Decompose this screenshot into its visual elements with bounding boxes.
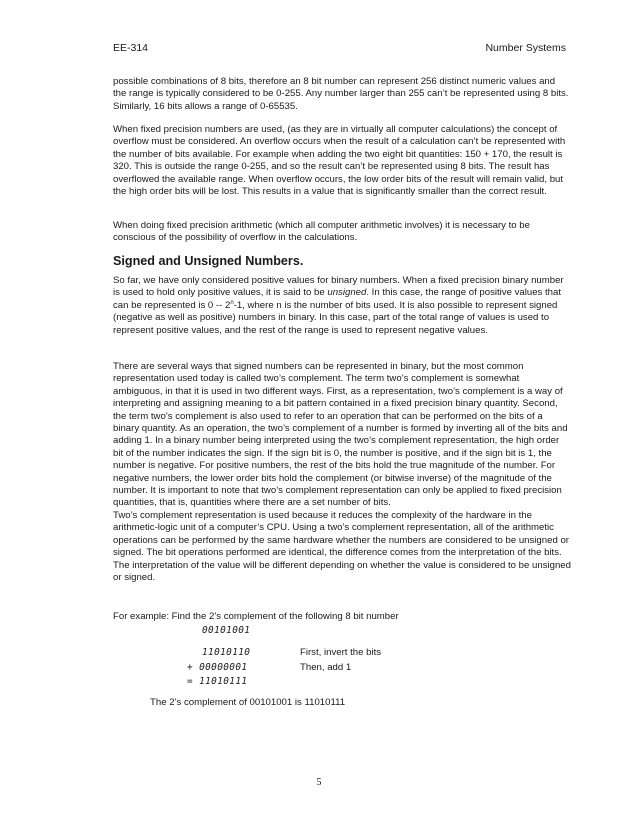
example-inverted: 11010110 xyxy=(202,647,251,658)
note-invert: First, invert the bits xyxy=(300,647,382,658)
paragraph-hardware: Two’s complement representation is used because it reduces the complexity of the hardware in the arithmetic-logic unit of a computer’s CPU. Using a two’s complement representation, all of the arithmetic operations can be performed by the same hardware whether the numbers are considered to be unsigned or signed. The bit operations performed are identical, the difference comes from the interpretation of the bits. The interpretation of the value will be different depending on whether the value is considered to be unsigned or signed. xyxy=(113,510,571,584)
example-number: 00101001 xyxy=(202,625,251,636)
paragraph-overflow: When fixed precision numbers are used, (as they are in virtually all computer calculations) the concept of overflow must be considered. An overflow occurs when the result of a calculation can’t be represented with the number of bits available. For example when adding the two eight bit quantities: 150 + 170, the result is 320. This is outside the range 0-255, and so the result can’t be represented using 8 bits. The result has overflowed the available range. When overflow occurs, the low order bits of the result will remain valid, but the high order bits will be lost. This results in a value that is significantly smaller than the correct result. xyxy=(113,124,566,198)
paragraph-unsigned: So far, we have only considered positive values for binary numbers. When a fixed precision binary number is used to hold only positive values, it is said to be unsigned. In this case, the range of positive values that can be represented is 0 -- 2$^n$-1, where n is the number of bits used. It is also possible to represent signed (negative as well as positive) numbers in binary. In this case, part of the total range of values is used to represent positive values, and the rest of the range is used to represent negative values. xyxy=(113,275,564,336)
page-number: 5 xyxy=(316,777,322,788)
header-chapter: Number Systems xyxy=(485,42,566,54)
section-heading: Signed and Unsigned Numbers. xyxy=(113,254,304,268)
note-add: Then, add 1 xyxy=(300,662,352,673)
example-sum-line: = 11010111 xyxy=(187,676,248,687)
paragraph-fixed-precision: When doing fixed precision arithmetic (which all computer arithmetic involves) it is necessary to be conscious of the possibility of overflow in the calculations. xyxy=(113,220,530,244)
header-course: EE-314 xyxy=(113,42,149,54)
paragraph-range: possible combinations of 8 bits, therefore an 8 bit number can represent 256 distinct numeric values and the range is typically considered to be 0-255. Any number larger than 255 can’t be represented using 8 bits. Similarly, 16 bits allows a range of 0-65535. xyxy=(113,76,569,112)
example-intro: For example: Find the 2’s complement of the following 8 bit number xyxy=(113,611,399,622)
unsigned-term: unsigned xyxy=(327,287,367,299)
paragraph-twos-complement: There are several ways that signed numbers can be represented in binary, but the most common representation used today is called two’s complement. The term two’s complement is somewhat ambiguous, in that it is used in two different ways. First, as a representation, two’s complement is a way of interpreting and assigning meaning to a bit pattern contained in a fixed precision binary quantity. Second, the term two’s complement is also used to refer to an operation that can be performed on the bits of a binary quantity. As an operation, the two’s complement of a number is formed by inverting all of the bits and adding 1. In a binary number being interpreted using the two’s complement representation, the high order bit of the number indicates the sign. If the sign bit is 0, the number is positive, and if the sign bit is 1, the number is negative. For positive numbers, the rest of the bits hold the true magnitude of the number. For negative numbers, the lower order bits hold the complement (or bitwise inverse) of the magnitude of the number. It is important to note that two’s complement representation can only be applied to fixed precision quantities, that is, quantities where there are a set number of bits. xyxy=(113,361,568,509)
example-result: The 2’s complement of 00101001 is 11010111 xyxy=(150,697,346,708)
example-add-line: + 00000001 xyxy=(187,662,248,673)
